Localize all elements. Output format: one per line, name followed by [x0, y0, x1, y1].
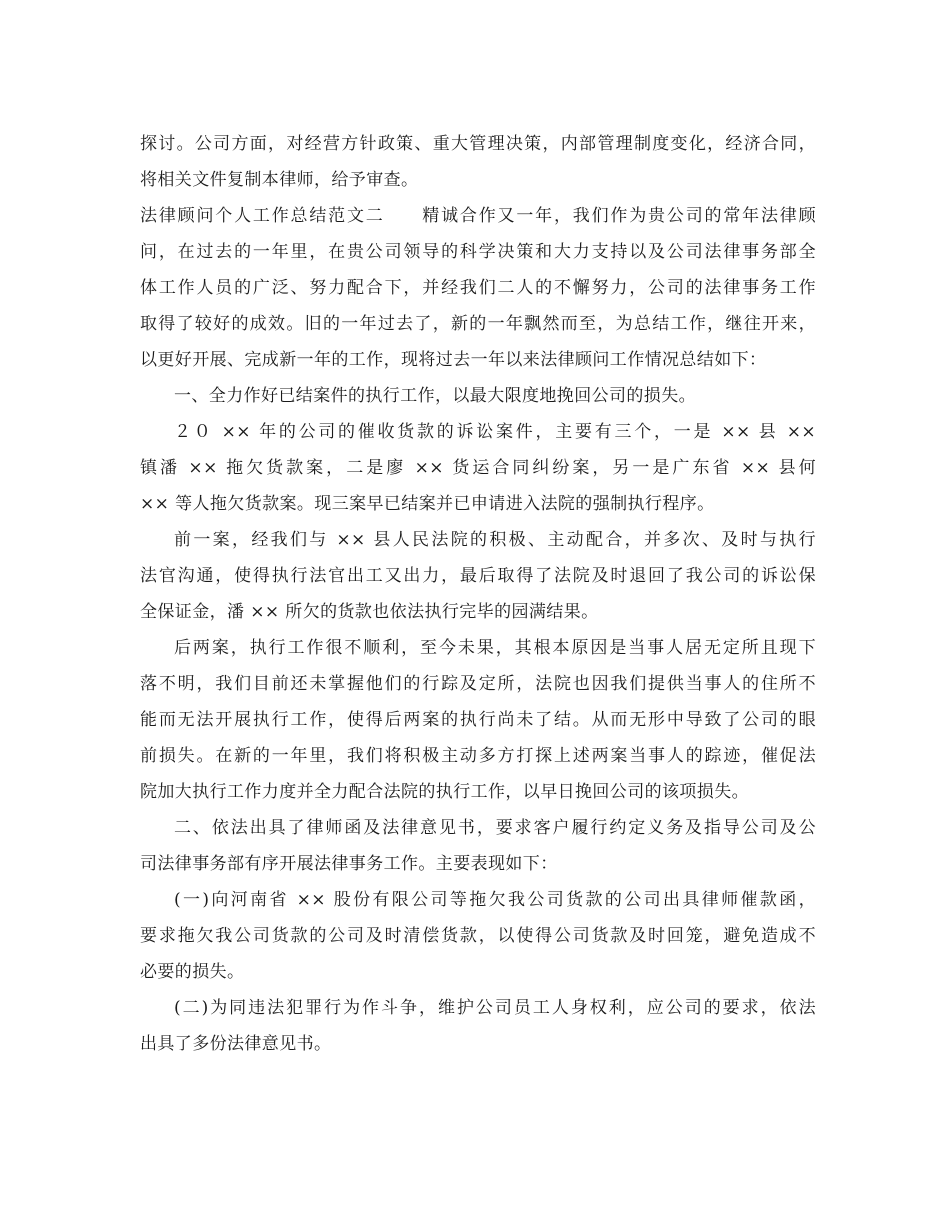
paragraph — [140, 990, 816, 1062]
paragraph — [140, 126, 816, 198]
paragraph — [140, 630, 816, 810]
text-line: 要求拖欠我公司货款的公司及时清偿货款，以使得公司货款及时回笼，避免造成不 — [140, 926, 816, 946]
document-page — [140, 126, 816, 1062]
text-line: 镇潘 ×× 拖欠货款案，二是廖 ×× 货运合同纠纷案，另一是广东省 ×× 县何 — [140, 458, 816, 478]
text-line: 法律顾问个人工作总结范文二 精诚合作又一年，我们作为贵公司的常年法律顾 — [140, 206, 816, 226]
text-line: 司法律事务部有序开展法律事务工作。主要表现如下： — [140, 854, 558, 874]
text-line: 落不明，我们目前还未掌握他们的行踪及定所，法院也因我们提供当事人的住所不 — [140, 674, 816, 694]
text-line: 出具了多份法律意见书。 — [140, 1034, 332, 1054]
section-heading — [140, 810, 816, 882]
paragraph — [140, 522, 816, 630]
text-line: 以更好开展、完成新一年的工作，现将过去一年以来法律顾问工作情况总结如下： — [140, 350, 767, 370]
text-line: 后两案，执行工作很不顺利，至今未果，其根本原因是当事人居无定所且现下 — [174, 638, 816, 658]
text-line: (二)为同违法犯罪行为作斗争，维护公司员工人身权利，应公司的要求，依法 — [174, 998, 816, 1018]
text-line: 一、全力作好已结案件的执行工作，以最大限度地挽回公司的损失。 — [174, 386, 696, 406]
text-line: (一)向河南省 ×× 股份有限公司等拖欠我公司货款的公司出具律师催款函， — [174, 890, 816, 910]
text-line: ×× 等人拖欠货款案。现三案早已结案并已申请进入法院的强制执行程序。 — [140, 494, 715, 514]
text-line: 将相关文件复制本律师，给予审查。 — [140, 170, 419, 190]
text-line: 法官沟通，使得执行法官出工又出力，最后取得了法院及时退回了我公司的诉讼保 — [140, 566, 816, 586]
text-line: 体工作人员的广泛、努力配合下，并经我们二人的不懈努力，公司的法律事务工作 — [140, 278, 816, 298]
paragraph — [140, 882, 816, 990]
text-line: 前损失。在新的一年里，我们将积极主动多方打探上述两案当事人的踪迹，催促法 — [140, 746, 816, 766]
text-line: 能而无法开展执行工作，使得后两案的执行尚未了结。从而无形中导致了公司的眼 — [140, 710, 816, 730]
text-line: 院加大执行工作力度并全力配合法院的执行工作，以早日挽回公司的该项损失。 — [140, 782, 749, 802]
paragraph — [140, 414, 816, 522]
text-line: 取得了较好的成效。旧的一年过去了，新的一年飘然而至，为总结工作，继往开来， — [140, 314, 816, 334]
text-line: 二、依法出具了律师函及法律意见书，要求客户履行约定义务及指导公司及公 — [174, 818, 816, 838]
text-line: 问，在过去的一年里，在贵公司领导的科学决策和大力支持以及公司法律事务部全 — [140, 242, 816, 262]
text-line: ２０ ×× 年的公司的催收货款的诉讼案件，主要有三个，一是 ×× 县 ×× — [174, 422, 816, 442]
text-line: 全保证金，潘 ×× 所欠的货款也依法执行完毕的园满结果。 — [140, 602, 599, 622]
text-line: 探讨。公司方面，对经营方针政策、重大管理决策，内部管理制度变化，经济合同， — [140, 134, 816, 154]
paragraph — [140, 198, 816, 378]
text-line: 前一案，经我们与 ×× 县人民法院的积极、主动配合，并多次、及时与执行 — [174, 530, 816, 550]
text-line: 必要的损失。 — [140, 962, 245, 982]
section-heading — [140, 378, 816, 414]
